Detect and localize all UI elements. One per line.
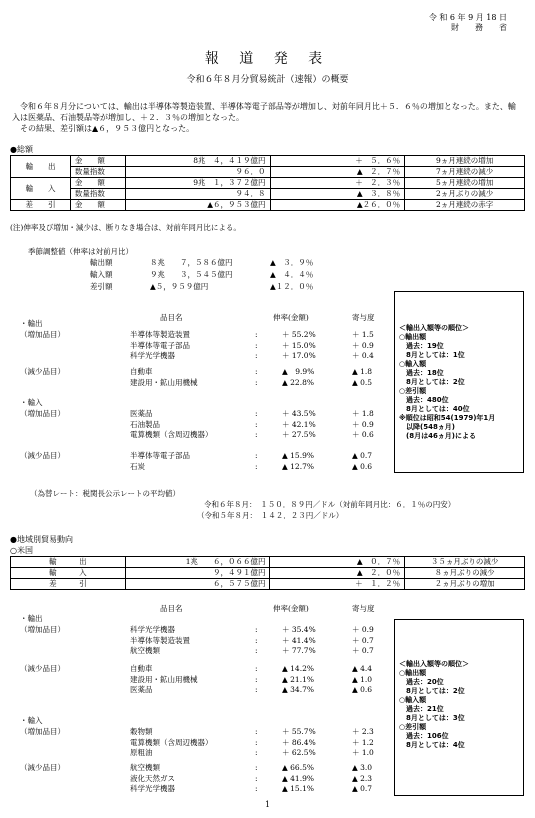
summary-item: 金 額 [70, 200, 125, 211]
separator: : [255, 351, 258, 360]
table-row [11, 568, 525, 579]
separator: : [255, 409, 258, 418]
commodity-row [0, 763, 394, 773]
commodity-contrib: ▲ 0.6 [352, 685, 373, 694]
commodity-rate: ＋ 35.4% [282, 625, 316, 634]
summary-value: ９６．０ [125, 167, 270, 178]
commodity-header [0, 604, 400, 614]
header-name: 品目名 [160, 313, 183, 322]
commodity-contrib: ＋ 0.9 [352, 419, 374, 429]
summary-table [10, 155, 525, 211]
commodity-rate: ▲ 34.7% [282, 685, 314, 694]
subgroup-label: （減少品目） [20, 367, 65, 376]
rank-line: ○輸出額 [399, 669, 427, 677]
commodity-row [0, 367, 394, 377]
commodity-row [0, 774, 394, 784]
summary-note: 2ヵ月ぶりの減少 [405, 189, 525, 200]
table-row [11, 178, 525, 189]
commodity-rate: ＋ 77.7% [282, 646, 316, 655]
separator: : [255, 451, 258, 460]
region-note: ２ヵ月ぶりの増加 [405, 579, 525, 590]
commodity-rate: ＋ 42.1% [282, 419, 316, 429]
commodity-name: 半導体等電子部品 [130, 451, 190, 460]
commodity-contrib: ＋ 2.3 [352, 727, 374, 736]
commodity-rate: ▲ 41.9% [282, 773, 314, 783]
commodity-row [0, 675, 394, 685]
commodity-name: 科学光学機器 [130, 351, 175, 360]
summary-note: 9ヵ月連続の増加 [405, 156, 525, 167]
region-change: ▲ ０．７％ [270, 557, 405, 568]
header-contrib: 寄与度 [352, 313, 375, 322]
commodity-name: 航空機類 [130, 646, 160, 655]
commodity-rate: ＋ 55.7% [282, 727, 316, 736]
commodity-row [0, 351, 394, 361]
commodity-contrib: ▲ 0.7 [352, 451, 373, 460]
summary-note: 7ヵ月連続の減少 [405, 167, 525, 178]
commodity-row [0, 430, 394, 440]
commodity-row [0, 409, 394, 419]
commodity-row [0, 625, 394, 635]
commodity-contrib: ▲ 1.8 [352, 367, 373, 376]
commodity-name: 建設用・鉱山用機械 [130, 377, 198, 387]
summary-value: ９４．８ [125, 189, 270, 200]
commodity-name: 液化天然ガス [130, 773, 175, 783]
separator: : [255, 635, 258, 645]
commodity-row [0, 341, 394, 351]
exchange-line2: （令和５年８月： １４２．２３円／ドル） [197, 511, 344, 520]
region-change: ＋ １．２％ [270, 579, 405, 590]
seasonal-value: ▲５，９５９億円 [150, 282, 209, 291]
summary-note: 5ヵ月連続の増加 [405, 178, 525, 189]
commodity-contrib: ▲ 1.0 [352, 674, 373, 684]
world-rank-box [394, 291, 524, 473]
commodity-contrib: ＋ 0.9 [352, 625, 374, 634]
summary-footnote: (注)伸率及び増加・減少は、断りなき場合は、対前年同月比による。 [10, 223, 241, 232]
commodity-contrib: ＋ 0.7 [352, 646, 374, 655]
separator: : [255, 646, 258, 655]
commodity-rate: ▲ 12.7% [282, 461, 314, 471]
commodity-row [0, 451, 394, 461]
commodity-rate: ＋ 55.2% [282, 330, 316, 339]
seasonal-value: ９兆 ３，５４５億円 [150, 270, 233, 279]
commodity-contrib: ▲ 3.0 [352, 763, 373, 772]
summary-change: ＋ ２．３％ [270, 178, 405, 189]
summary-item: 金 額 [70, 178, 125, 189]
rank-line: ○差引額 [399, 723, 427, 731]
summary-change: ▲ ３．８％ [270, 189, 405, 200]
subgroup-label: （減少品目） [20, 451, 65, 460]
group-label: ・輸出 [20, 319, 43, 328]
rank-line: ＜輸出入額等の順位＞ [399, 324, 469, 332]
commodity-row [0, 462, 394, 472]
seasonal-label: 輸入額 [90, 270, 113, 279]
separator: : [255, 625, 258, 634]
rank-line: 8月としては：2位 [399, 687, 465, 695]
subgroup-label: （増加品目） [20, 330, 65, 339]
commodity-rate: ＋ 86.4% [282, 737, 316, 747]
commodity-name: 石炭 [130, 461, 145, 471]
rank-line: 8月としては：3位 [399, 714, 465, 722]
group-label: ・輸出 [20, 614, 43, 623]
rank-line: 過去：106位 [399, 732, 449, 740]
seasonal-change: ▲ ４．４％ [270, 270, 314, 279]
commodity-contrib: ▲ 0.7 [352, 784, 373, 793]
commodity-contrib: ▲ 4.4 [352, 664, 373, 673]
commodity-contrib: ＋ 1.8 [352, 409, 374, 418]
summary-value: ▲６，９５３億円 [125, 200, 270, 211]
subgroup-label: （増加品目） [20, 727, 65, 736]
separator: : [255, 727, 258, 736]
rank-line: (8月は46ヵ月)による [399, 432, 477, 440]
commodity-rate: ▲ 15.1% [282, 784, 314, 793]
summary-value: 8兆 ４，４１９億円 [125, 156, 270, 167]
table-row [11, 167, 525, 178]
commodity-name: 半導体等電子部品 [130, 340, 190, 350]
rank-line: 過去：19位 [399, 342, 444, 350]
commodity-rate: ＋ 43.5% [282, 409, 316, 418]
separator: : [255, 377, 258, 387]
rank-line: ＜輸出入額等の順位＞ [399, 660, 469, 668]
header-rate: 伸率(金額) [273, 604, 309, 613]
rank-line: 8月としては：1位 [399, 351, 465, 359]
commodity-contrib: ＋ 1.5 [352, 330, 374, 339]
commodity-contrib: ＋ 1.0 [352, 748, 374, 757]
table-row [11, 579, 525, 590]
intro-paragraph: その結果、差引額は▲６，９５３億円となった。 [20, 124, 195, 133]
rank-line: ○輸出額 [399, 333, 427, 341]
separator: : [255, 419, 258, 429]
release-date [429, 13, 507, 33]
group-label: ・輸入 [20, 398, 43, 407]
seasonal-row [90, 282, 350, 292]
rank-line: 8月としては：4位 [399, 741, 465, 749]
summary-cat: 差 引 [11, 200, 71, 211]
commodity-rate: ▲ 21.1% [282, 674, 314, 684]
commodity-contrib: ＋ 0.6 [352, 430, 374, 439]
intro-text [12, 101, 522, 134]
commodity-rate: ▲ 9.9% [282, 367, 315, 376]
separator: : [255, 340, 258, 350]
separator: : [255, 367, 258, 376]
intro-paragraph: 令和６年８月分については、輸出は半導体等製造装置、半導体等電子部品等が増加し、対前年同月比＋５．６％の増加となった。また、輸入は医薬品、石油製品等が増加し、＋２．３％の増加となった。 [12, 102, 516, 122]
commodity-row [0, 664, 394, 674]
commodity-name: 石油製品 [130, 419, 160, 429]
region-table [10, 556, 525, 590]
commodity-header [0, 313, 400, 323]
rank-line: ○輸入額 [399, 360, 427, 368]
summary-item: 金 額 [70, 156, 125, 167]
seasonal-value: ８兆 ７，５８６億円 [150, 258, 233, 267]
summary-item: 数量指数 [70, 167, 125, 178]
commodity-row [0, 727, 394, 737]
group-label: ・輸入 [20, 716, 43, 725]
commodity-contrib: ＋ 0.9 [352, 340, 374, 350]
separator: : [255, 737, 258, 747]
region-cat: 輸 入 [11, 568, 126, 579]
summary-value: 9兆 １，３７２億円 [125, 178, 270, 189]
commodity-row [0, 330, 394, 340]
page-title: 報 道 発 表 [204, 51, 331, 67]
page-number: 1 [264, 800, 271, 809]
commodity-row [0, 420, 394, 430]
commodity-name: 医薬品 [130, 685, 153, 694]
commodity-rate: ＋ 41.4% [282, 635, 316, 645]
page-subtitle: 令和６年８月分貿易統計（速報）の概要 [186, 75, 349, 85]
summary-cat: 輸 入 [11, 178, 71, 200]
region-value: ６，５７５億円 [125, 579, 270, 590]
region-note: ３５ヵ月ぶりの減少 [405, 557, 525, 568]
commodity-rate: ▲ 14.2% [282, 664, 314, 673]
separator: : [255, 430, 258, 439]
commodity-rate: ＋ 17.0% [282, 351, 316, 360]
header-rate: 伸率(金額) [273, 313, 309, 322]
separator: : [255, 674, 258, 684]
commodity-name: 航空機類 [130, 763, 160, 772]
region-value: ９，４９１億円 [125, 568, 270, 579]
commodity-name: 医薬品 [130, 409, 153, 418]
commodity-name: 科学光学機器 [130, 625, 175, 634]
separator: : [255, 685, 258, 694]
rank-line: 過去：480位 [399, 396, 449, 404]
commodity-contrib: ▲ 2.3 [352, 773, 373, 783]
commodity-contrib: ▲ 0.6 [352, 461, 373, 471]
rank-line: 過去：21位 [399, 705, 444, 713]
seasonal-label: 輸出額 [90, 258, 113, 267]
commodity-rate: ＋ 62.5% [282, 748, 316, 757]
summary-heading: ●総額 [10, 145, 33, 154]
region-sub: ○米国 [10, 546, 33, 555]
seasonal-label: 差引額 [90, 282, 113, 291]
separator: : [255, 773, 258, 783]
region-heading: ●地域別貿易動向 [10, 535, 73, 544]
region-note: ８ヵ月ぶりの減少 [405, 568, 525, 579]
rank-line: 過去：18位 [399, 369, 444, 377]
commodity-row [0, 636, 394, 646]
us-rank-box [394, 619, 524, 796]
region-value: 1兆 ６，０６６億円 [125, 557, 270, 568]
commodity-rate: ＋ 15.0% [282, 340, 316, 350]
separator: : [255, 763, 258, 772]
summary-change: ＋ ５．６％ [270, 156, 405, 167]
commodity-row [0, 646, 394, 656]
table-row [11, 156, 525, 167]
rank-line: ○輸入額 [399, 696, 427, 704]
summary-item: 数量指数 [70, 189, 125, 200]
rank-line: 過去：20位 [399, 678, 444, 686]
us-rank-text [399, 660, 469, 750]
seasonal-row [90, 258, 350, 268]
seasonal-change: ▲ ３．９％ [270, 258, 314, 267]
commodity-row [0, 784, 394, 794]
commodity-name: 半導体等製造装置 [130, 330, 190, 339]
commodity-name: 原粗油 [130, 748, 153, 757]
world-rank-text [399, 324, 495, 441]
region-cat: 輸 出 [11, 557, 126, 568]
commodity-contrib: ▲ 0.5 [352, 377, 373, 387]
summary-change: ▲ ２．７％ [270, 167, 405, 178]
commodity-contrib: ＋ 0.7 [352, 635, 374, 645]
exchange-heading: （為替レート：税関長公示レートの平均値） [30, 489, 180, 498]
seasonal-heading: 季節調整値（伸率は対前月比） [28, 247, 133, 256]
commodity-contrib: ＋ 0.4 [352, 351, 374, 360]
date-line: 令 和 6 年 9 月 18 日 [428, 13, 507, 22]
commodity-contrib: ＋ 1.2 [352, 737, 374, 747]
region-change: ▲ ２．０％ [270, 568, 405, 579]
exchange-line1: 令和６年８月： １５０．８９円／ドル（対前年同月比：６．１％の円安） [204, 500, 456, 509]
separator: : [255, 461, 258, 471]
table-row [11, 200, 525, 211]
commodity-name: 半導体等製造装置 [130, 635, 190, 645]
rank-line: ※順位は昭和54(1979)年1月 [399, 414, 496, 422]
subgroup-label: （減少品目） [20, 763, 65, 772]
ministry-name: 財 務 省 [451, 23, 507, 32]
table-row [11, 189, 525, 200]
commodity-name: 自動車 [130, 664, 153, 673]
separator: : [255, 664, 258, 673]
subgroup-label: （増加品目） [20, 625, 65, 634]
commodity-name: 穀物類 [130, 727, 153, 736]
commodity-row [0, 685, 394, 695]
commodity-rate: ▲ 15.9% [282, 451, 314, 460]
commodity-name: 電算機類（含周辺機器） [130, 430, 213, 439]
subgroup-label: （減少品目） [20, 664, 65, 673]
seasonal-change: ▲１２．０％ [270, 282, 314, 291]
rank-line: 以降(548ヵ月) [399, 423, 456, 431]
rank-line: 8月としては：2位 [399, 378, 465, 386]
summary-cat: 輸 出 [11, 156, 71, 178]
separator: : [255, 330, 258, 339]
commodity-rate: ＋ 27.5% [282, 430, 316, 439]
commodity-name: 自動車 [130, 367, 153, 376]
commodity-row [0, 378, 394, 388]
rank-line: ○差引額 [399, 387, 427, 395]
commodity-name: 建設用・鉱山用機械 [130, 674, 198, 684]
separator: : [255, 784, 258, 793]
commodity-rate: ▲ 22.8% [282, 377, 314, 387]
rank-line: 8月としては：40位 [399, 405, 470, 413]
separator: : [255, 748, 258, 757]
commodity-name: 科学光学機器 [130, 784, 175, 793]
seasonal-row [90, 270, 350, 280]
summary-change: ▲２６．０％ [270, 200, 405, 211]
table-row [11, 557, 525, 568]
subgroup-label: （増加品目） [20, 409, 65, 418]
commodity-row [0, 738, 394, 748]
commodity-row [0, 748, 394, 758]
commodity-name: 電算機類（含周辺機器） [130, 737, 213, 747]
summary-note: 2ヵ月連続の赤字 [405, 200, 525, 211]
header-contrib: 寄与度 [352, 604, 375, 613]
header-name: 品目名 [160, 604, 183, 613]
commodity-rate: ▲ 66.5% [282, 763, 314, 772]
region-cat: 差 引 [11, 579, 126, 590]
